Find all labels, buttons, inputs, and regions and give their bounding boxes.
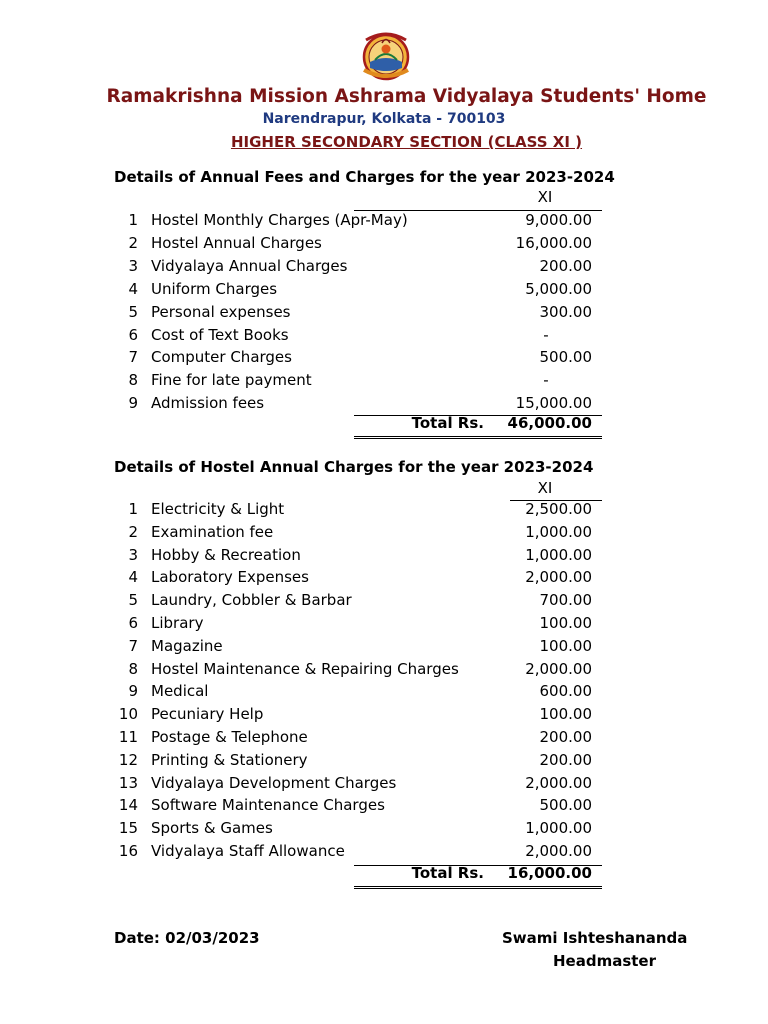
fee-amount: 2,000.00 xyxy=(525,659,592,678)
fee-amount: 200.00 xyxy=(539,256,592,275)
fee-amount: 15,000.00 xyxy=(515,394,592,413)
fee-row xyxy=(0,523,768,546)
fee-label: Computer Charges xyxy=(151,348,292,367)
hostel-total-row xyxy=(354,864,602,889)
fee-row xyxy=(0,500,768,523)
fee-row xyxy=(0,348,768,371)
fee-amount: 300.00 xyxy=(539,302,592,321)
fee-amount: - xyxy=(543,371,549,390)
fee-row xyxy=(0,257,768,280)
row-number: 15 xyxy=(118,819,138,838)
fee-label: Hostel Maintenance & Repairing Charges xyxy=(151,659,459,678)
fee-row xyxy=(0,842,768,865)
fee-label: Laboratory Expenses xyxy=(151,568,309,587)
fee-label: Vidyalaya Development Charges xyxy=(151,773,397,792)
fee-amount: 2,000.00 xyxy=(525,568,592,587)
fee-label: Hobby & Recreation xyxy=(151,545,301,564)
institution-title: Ramakrishna Mission Ashrama Vidyalaya Students' Home xyxy=(106,86,707,107)
fee-amount: 2,000.00 xyxy=(525,842,592,860)
fee-amount: 200.00 xyxy=(539,750,592,769)
fee-amount: 100.00 xyxy=(539,705,592,724)
row-number: 1 xyxy=(128,500,138,518)
row-number: 3 xyxy=(128,545,138,564)
row-number: 1 xyxy=(128,211,138,229)
row-number: 4 xyxy=(128,568,138,587)
section-title: HIGHER SECONDARY SECTION (CLASS XI ) xyxy=(230,133,583,151)
fee-row xyxy=(0,568,768,591)
fee-row xyxy=(0,326,768,349)
annual-fees-heading: Details of Annual Fees and Charges for the year 2023-2024 xyxy=(114,168,615,186)
fee-amount: 1,000.00 xyxy=(525,545,592,564)
fee-row xyxy=(0,774,768,797)
fee-row xyxy=(0,546,768,569)
row-number: 2 xyxy=(128,522,138,541)
fee-label: Admission fees xyxy=(151,394,265,413)
row-number: 12 xyxy=(118,750,138,769)
fee-label: Examination fee xyxy=(151,522,274,541)
row-number: 14 xyxy=(118,796,138,815)
fee-amount: 500.00 xyxy=(539,796,592,815)
fee-amount: 100.00 xyxy=(539,636,592,655)
row-number: 3 xyxy=(128,256,138,275)
row-number: 6 xyxy=(128,325,138,344)
fee-label: Postage & Telephone xyxy=(151,728,308,746)
row-number: 13 xyxy=(118,773,138,792)
row-number: 10 xyxy=(118,705,138,724)
signatory-name: Swami Ishteshananda xyxy=(502,929,688,947)
annual-column-header: XI xyxy=(537,188,553,206)
hostel-column-header: XI xyxy=(537,479,553,497)
row-number: 11 xyxy=(118,728,138,746)
signatory-designation: Headmaster xyxy=(553,952,657,970)
fee-label: Sports & Games xyxy=(151,819,273,838)
fee-amount: 700.00 xyxy=(539,591,592,610)
fee-row xyxy=(0,371,768,394)
fee-row xyxy=(0,796,768,819)
row-number: 2 xyxy=(128,233,138,252)
fee-label: Cost of Text Books xyxy=(151,325,289,344)
fee-amount: 200.00 xyxy=(539,728,592,746)
fee-label: Electricity & Light xyxy=(151,500,285,518)
fee-amount: 2,500.00 xyxy=(525,500,592,518)
fee-amount: 100.00 xyxy=(539,614,592,632)
fee-amount: 2,000.00 xyxy=(525,773,592,792)
fee-row xyxy=(0,705,768,728)
fee-row xyxy=(0,682,768,705)
fee-row xyxy=(0,751,768,774)
fee-label: Printing & Stationery xyxy=(151,750,308,769)
fee-amount: 500.00 xyxy=(539,348,592,367)
fee-row xyxy=(0,303,768,326)
fee-label: Vidyalaya Staff Allowance xyxy=(151,842,345,860)
hostel-charges-heading: Details of Hostel Annual Charges for the year 2023-2024 xyxy=(114,458,594,476)
ramakrishna-mission-emblem-logo xyxy=(360,30,412,82)
fee-label: Uniform Charges xyxy=(151,279,278,298)
row-number: 16 xyxy=(118,842,138,860)
fee-amount: 9,000.00 xyxy=(525,211,592,229)
total-label: Total Rs. xyxy=(411,864,484,882)
fee-label: Software Maintenance Charges xyxy=(151,796,385,815)
fee-row xyxy=(0,660,768,683)
row-number: 8 xyxy=(128,659,138,678)
institution-address: Narendrapur, Kolkata - 700103 xyxy=(262,111,506,127)
fee-row xyxy=(0,614,768,637)
fee-row xyxy=(0,637,768,660)
fee-amount: 1,000.00 xyxy=(525,522,592,541)
fee-row xyxy=(0,591,768,614)
fee-label: Fine for late payment xyxy=(151,371,312,390)
fee-label: Medical xyxy=(151,682,209,701)
total-value: 46,000.00 xyxy=(507,414,592,432)
fee-label: Hostel Annual Charges xyxy=(151,233,322,252)
row-number: 6 xyxy=(128,614,138,632)
document-date: Date: 02/03/2023 xyxy=(114,929,260,947)
fee-label: Laundry, Cobbler & Barbar xyxy=(151,591,352,610)
row-number: 8 xyxy=(128,371,138,390)
fee-label: Library xyxy=(151,614,204,632)
fee-label: Personal expenses xyxy=(151,302,291,321)
fee-amount: 1,000.00 xyxy=(525,819,592,838)
fee-label: Pecuniary Help xyxy=(151,705,264,724)
fee-row xyxy=(0,819,768,842)
row-number: 5 xyxy=(128,591,138,610)
fee-label: Magazine xyxy=(151,636,223,655)
row-number: 5 xyxy=(128,302,138,321)
fee-amount: 5,000.00 xyxy=(525,279,592,298)
fee-row xyxy=(0,211,768,234)
fee-label: Hostel Monthly Charges (Apr-May) xyxy=(151,211,408,229)
row-number: 9 xyxy=(128,394,138,413)
row-number: 9 xyxy=(128,682,138,701)
fee-row xyxy=(0,234,768,257)
fee-label: Vidyalaya Annual Charges xyxy=(151,256,348,275)
total-label: Total Rs. xyxy=(411,414,484,432)
row-number: 7 xyxy=(128,636,138,655)
fee-row xyxy=(0,280,768,303)
annual-total-row xyxy=(354,414,602,439)
fee-amount: - xyxy=(543,325,549,344)
fee-row xyxy=(0,728,768,751)
fee-amount: 16,000.00 xyxy=(515,233,592,252)
fee-amount: 600.00 xyxy=(539,682,592,701)
total-value: 16,000.00 xyxy=(507,864,592,882)
row-number: 4 xyxy=(128,279,138,298)
row-number: 7 xyxy=(128,348,138,367)
